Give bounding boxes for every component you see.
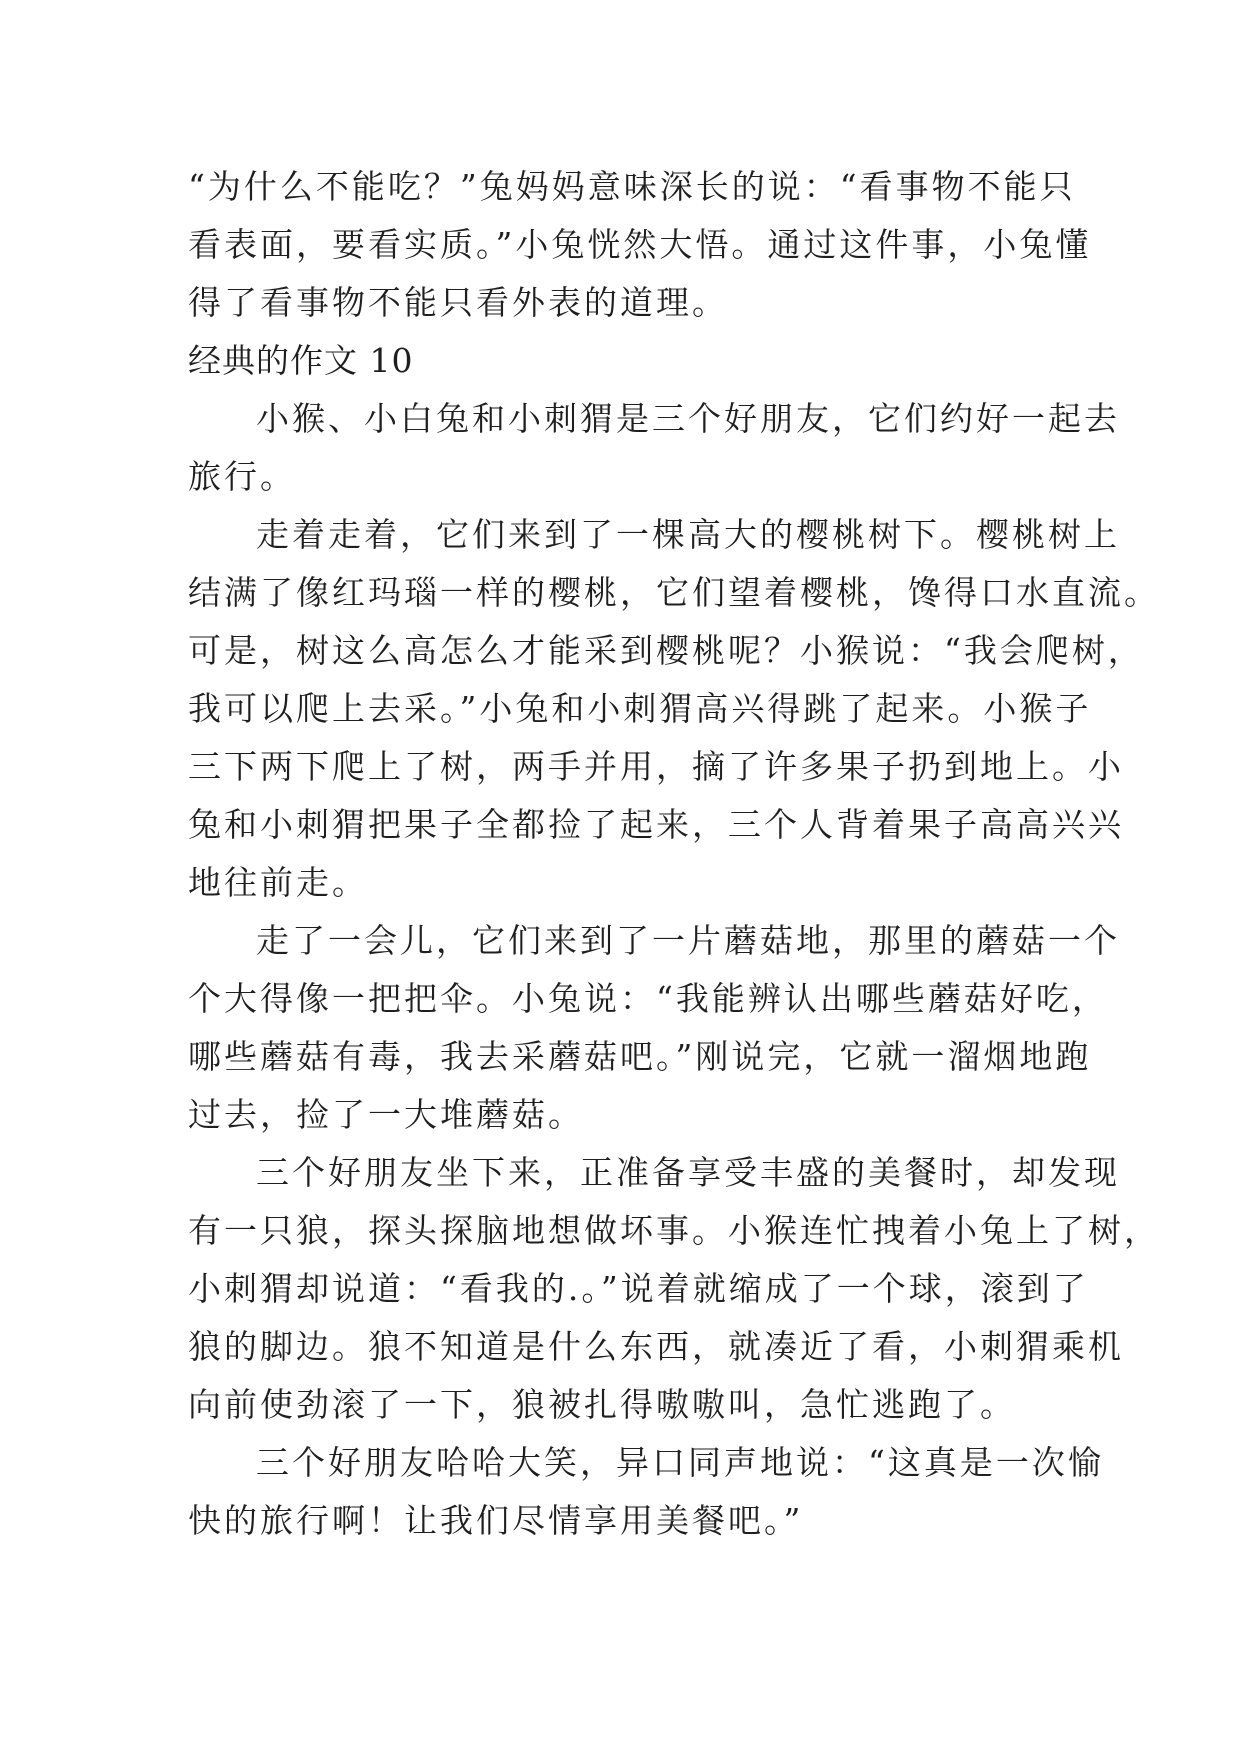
text-line: 快的旅行啊！让我们尽情享用美餐吧。” [188,1501,804,1540]
text-line: 三个好朋友坐下来，正准备享受丰盛的美餐时，却发现 [256,1153,1120,1192]
text-line: 地往前走。 [188,863,368,902]
text-line: “为什么不能吃？”兔妈妈意味深长的说：“看事物不能只 [188,167,1076,206]
text-line: 三个好朋友哈哈大笑，异口同声地说：“这真是一次愉 [256,1443,1104,1482]
text-line: 旅行。 [188,457,296,496]
text-line: 狼的脚边。狼不知道是什么东西，就凑近了看，小刺猬乘机 [188,1327,1124,1366]
text-line: 结满了像红玛瑙一样的樱桃，它们望着樱桃，馋得口水直流。 [188,573,1160,612]
text-line: 走着走着，它们来到了一棵高大的樱桃树下。樱桃树上 [256,515,1120,554]
text-line: 小猴、小白兔和小刺猬是三个好朋友，它们约好一起去 [256,399,1120,438]
text-line: 看表面，要看实质。”小兔恍然大悟。通过这件事，小兔懂 [188,225,1092,264]
text-line: 小刺猬却说道：“看我的.。”说着就缩成了一个球，滚到了 [188,1269,1089,1308]
text-line: 有一只狼，探头探脑地想做坏事。小猴连忙拽着小兔上了树， [188,1211,1160,1250]
text-line: 兔和小刺猬把果子全都捡了起来，三个人背着果子高高兴兴 [188,805,1124,844]
essay-text [188,158,1160,1550]
text-line: 走了一会儿，它们来到了一片蘑菇地，那里的蘑菇一个 [256,921,1120,960]
text-line: 过去，捡了一大堆蘑菇。 [188,1095,584,1134]
text-line: 向前使劲滚了一下，狼被扎得嗷嗷叫，急忙逃跑了。 [188,1385,1016,1424]
essay-heading: 经典的作文 10 [188,341,414,380]
text-line: 可是，树这么高怎么才能采到樱桃呢？小猴说：“我会爬树， [188,631,1144,670]
text-line: 三下两下爬上了树，两手并用，摘了许多果子扔到地上。小 [188,747,1124,786]
text-line: 个大得像一把把伞。小兔说：“我能辨认出哪些蘑菇好吃， [188,979,1108,1018]
text-line: 我可以爬上去采。”小兔和小刺猬高兴得跳了起来。小猴子 [188,689,1092,728]
text-line: 哪些蘑菇有毒，我去采蘑菇吧。”刚说完，它就一溜烟地跑 [188,1037,1092,1076]
text-line: 得了看事物不能只看外表的道理。 [188,283,728,322]
